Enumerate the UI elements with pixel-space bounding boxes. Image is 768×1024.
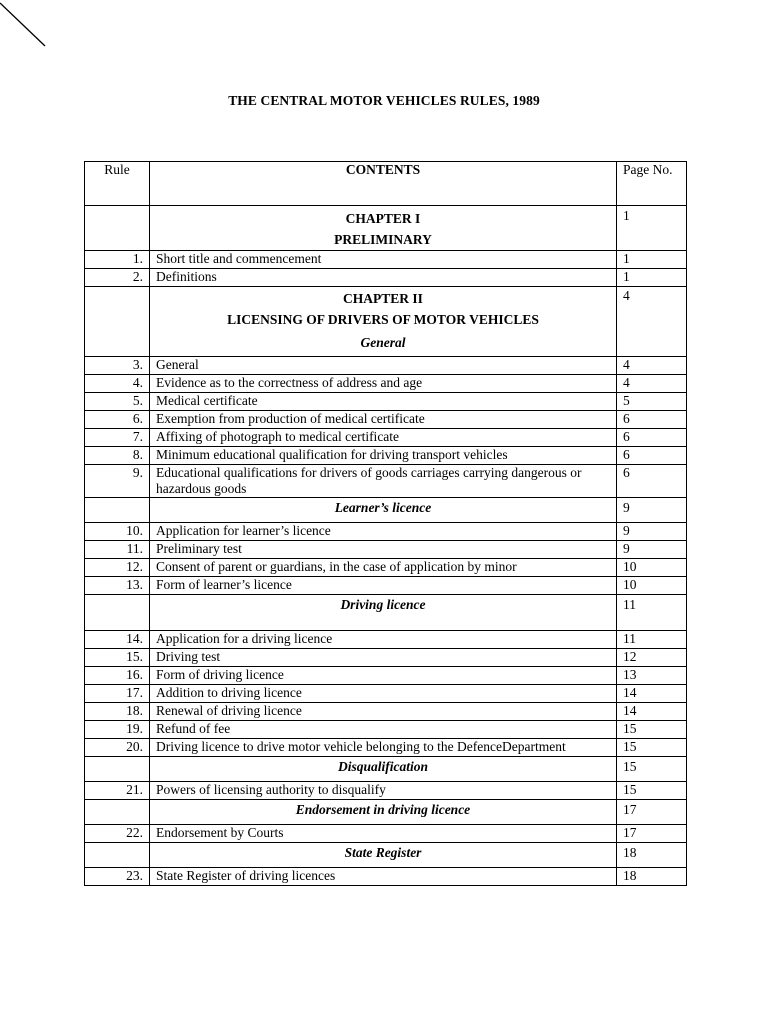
- rule-row: [85, 465, 687, 498]
- rule-row: [85, 269, 687, 287]
- rule-title: General: [150, 357, 617, 375]
- rule-column-header: Rule: [85, 162, 150, 206]
- rule-number: 13.: [85, 577, 150, 595]
- page-number: 15: [617, 721, 687, 739]
- chapter-number: CHAPTER I: [345, 211, 421, 226]
- rule-number: 18.: [85, 703, 150, 721]
- rule-title: Form of driving licence: [150, 667, 617, 685]
- rule-number: 3.: [85, 357, 150, 375]
- rule-title: Endorsement by Courts: [150, 825, 617, 843]
- rule-row: [85, 825, 687, 843]
- page-number: 11: [617, 595, 687, 631]
- table-header-row: [85, 162, 687, 206]
- contents-column-header: CONTENTS: [150, 162, 617, 206]
- rule-title: Addition to driving licence: [150, 685, 617, 703]
- page-number: 1: [617, 206, 687, 251]
- page-number: 6: [617, 411, 687, 429]
- rule-number-cell: [85, 287, 150, 357]
- page-number: 4: [617, 375, 687, 393]
- page-number: 6: [617, 429, 687, 447]
- page-number: 17: [617, 800, 687, 825]
- contents-table: [84, 161, 687, 886]
- rule-title: Renewal of driving licence: [150, 703, 617, 721]
- rule-title: Powers of licensing authority to disqualify: [150, 782, 617, 800]
- rule-row: [85, 667, 687, 685]
- section-row: [85, 498, 687, 523]
- section-heading: Endorsement in driving licence: [150, 800, 617, 825]
- rule-number-cell: [85, 843, 150, 868]
- page-number: 6: [617, 465, 687, 498]
- page-number: 10: [617, 577, 687, 595]
- rule-row: [85, 721, 687, 739]
- rule-row: [85, 523, 687, 541]
- rule-number-cell: [85, 498, 150, 523]
- rule-title: State Register of driving licences: [150, 868, 617, 886]
- rule-title: Minimum educational qualification for driving transport vehicles: [150, 447, 617, 465]
- rule-title: Driving test: [150, 649, 617, 667]
- rule-row: [85, 868, 687, 886]
- page-number: 15: [617, 782, 687, 800]
- rule-row: [85, 649, 687, 667]
- document-title: THE CENTRAL MOTOR VEHICLES RULES, 1989: [228, 93, 540, 108]
- rule-number: 19.: [85, 721, 150, 739]
- rule-number: 17.: [85, 685, 150, 703]
- page-number: 14: [617, 703, 687, 721]
- chapter-title: LICENSING OF DRIVERS OF MOTOR VEHICLES: [227, 312, 539, 327]
- rule-title: Driving licence to drive motor vehicle belonging to the DefenceDepartment: [150, 739, 617, 757]
- rule-number: 8.: [85, 447, 150, 465]
- rule-row: [85, 559, 687, 577]
- rule-row: [85, 411, 687, 429]
- rule-number: 23.: [85, 868, 150, 886]
- rule-row: [85, 251, 687, 269]
- page-number: 5: [617, 393, 687, 411]
- rule-number-cell: [85, 206, 150, 251]
- page-number: 13: [617, 667, 687, 685]
- page-number: 18: [617, 868, 687, 886]
- page-number: 12: [617, 649, 687, 667]
- page-number: 18: [617, 843, 687, 868]
- chapter-row: [85, 206, 687, 251]
- rule-row: [85, 577, 687, 595]
- rule-row: [85, 375, 687, 393]
- chapter-subheading: General: [360, 335, 406, 350]
- rule-row: [85, 393, 687, 411]
- page-number: 11: [617, 631, 687, 649]
- section-heading: Learner’s licence: [150, 498, 617, 523]
- page-number: 4: [617, 287, 687, 357]
- section-row: [85, 843, 687, 868]
- rule-number: 5.: [85, 393, 150, 411]
- rule-title: Exemption from production of medical certificate: [150, 411, 617, 429]
- rule-number: 12.: [85, 559, 150, 577]
- rule-row: [85, 685, 687, 703]
- contents-table-body: [85, 206, 687, 886]
- page-column-header: Page No.: [617, 162, 687, 206]
- rule-number: 14.: [85, 631, 150, 649]
- page-number: 15: [617, 757, 687, 782]
- rule-title: Application for learner’s licence: [150, 523, 617, 541]
- page-number: 9: [617, 498, 687, 523]
- section-row: [85, 800, 687, 825]
- rule-row: [85, 447, 687, 465]
- rule-number-cell: [85, 757, 150, 782]
- section-heading: Driving licence: [150, 595, 617, 631]
- rule-row: [85, 782, 687, 800]
- rule-title: Form of learner’s licence: [150, 577, 617, 595]
- rule-row: [85, 429, 687, 447]
- page-number: 4: [617, 357, 687, 375]
- section-row: [85, 757, 687, 782]
- rule-number: 2.: [85, 269, 150, 287]
- rule-number: 11.: [85, 541, 150, 559]
- page-number: 9: [617, 523, 687, 541]
- rule-title: Affixing of photograph to medical certificate: [150, 429, 617, 447]
- rule-title: Educational qualifications for drivers of goods carriages carrying dangerous or hazardous goods: [150, 465, 617, 498]
- rule-number: 4.: [85, 375, 150, 393]
- page-number: 1: [617, 251, 687, 269]
- rule-number: 20.: [85, 739, 150, 757]
- rule-number: 1.: [85, 251, 150, 269]
- rule-title: Consent of parent or guardians, in the case of application by minor: [150, 559, 617, 577]
- rule-title: Application for a driving licence: [150, 631, 617, 649]
- rule-title: Definitions: [150, 269, 617, 287]
- chapter-heading-cell: [150, 287, 617, 357]
- page-number: 14: [617, 685, 687, 703]
- rule-row: [85, 703, 687, 721]
- rule-title: Evidence as to the correctness of address and age: [150, 375, 617, 393]
- section-heading: State Register: [150, 843, 617, 868]
- chapter-title: PRELIMINARY: [334, 232, 432, 247]
- page-number: 9: [617, 541, 687, 559]
- page-number: 17: [617, 825, 687, 843]
- page-number: 6: [617, 447, 687, 465]
- rule-title: Medical certificate: [150, 393, 617, 411]
- chapter-row: [85, 287, 687, 357]
- rule-number: 9.: [85, 465, 150, 498]
- rule-row: [85, 739, 687, 757]
- chapter-heading-cell: [150, 206, 617, 251]
- rule-number: 22.: [85, 825, 150, 843]
- rule-row: [85, 357, 687, 375]
- rule-number: 6.: [85, 411, 150, 429]
- rule-number: 21.: [85, 782, 150, 800]
- rule-number-cell: [85, 595, 150, 631]
- page-number: 10: [617, 559, 687, 577]
- section-row: [85, 595, 687, 631]
- rule-row: [85, 631, 687, 649]
- rule-number: 15.: [85, 649, 150, 667]
- rule-row: [85, 541, 687, 559]
- corner-fold-mark: [0, 0, 50, 50]
- rule-title: Preliminary test: [150, 541, 617, 559]
- rule-number: 16.: [85, 667, 150, 685]
- rule-title: Short title and commencement: [150, 251, 617, 269]
- chapter-number: CHAPTER II: [343, 291, 423, 306]
- rule-number: 10.: [85, 523, 150, 541]
- section-heading: Disqualification: [150, 757, 617, 782]
- rule-title: Refund of fee: [150, 721, 617, 739]
- rule-number: 7.: [85, 429, 150, 447]
- rule-number-cell: [85, 800, 150, 825]
- page-number: 1: [617, 269, 687, 287]
- page-number: 15: [617, 739, 687, 757]
